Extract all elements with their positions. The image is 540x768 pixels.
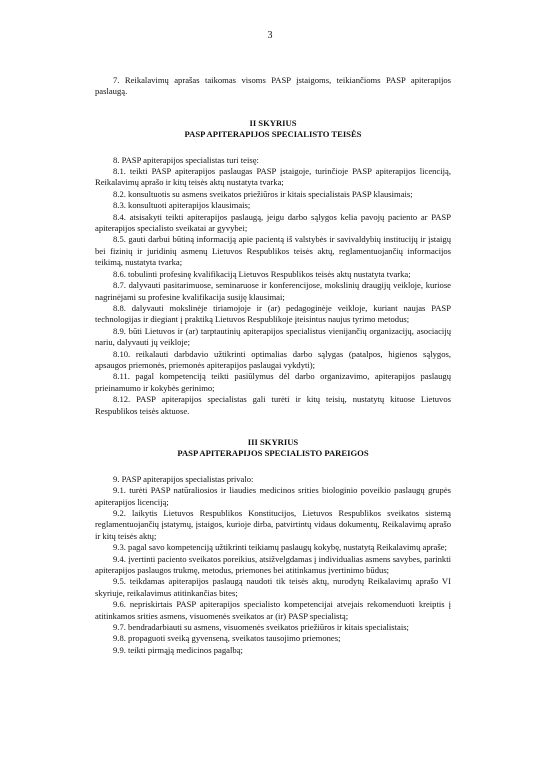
- section-2-intro: 8. PASP apiterapijos specialistas turi teisę:: [113, 154, 259, 165]
- list-item: 9.7. bendradarbiauti su asmens, visuomenės sveikatos priežiūros ir kitais specialistais;: [113, 622, 409, 633]
- list-item: 8.11. pagal kompetenciją teikti pasiūlymus dėl darbo organizavimo, apiterapijos paslaugų prieinamumo ir kokybės gerinimo;: [95, 371, 451, 393]
- list-item: 8.6. tobulinti profesinę kvalifikaciją Lietuvos Respublikos teisės aktų nustatyta tvarka;: [113, 268, 411, 279]
- paragraph-7: 7. Reikalavimų aprašas taikomas visoms PASP įstaigoms, teikiančioms PASP apiterapijos paslaugą.: [95, 75, 451, 97]
- list-item: 8.1. teikti PASP apiterapijos paslaugas PASP įstaigoje, turinčioje PASP apiterapijos licenciją, Reikalavimų aprašo ir kitų teisės aktų nustatyta tvarka;: [95, 166, 451, 188]
- page-number: 3: [267, 30, 273, 41]
- list-item: 8.8. dalyvauti mokslinėje tiriamojoje ir (ar) pedagoginėje veikloje, kuriant naujas PASP technologijas ir diegiant į praktiką Lietuvos Respublikoje įteisintus naujus tyrimo metodus;: [95, 302, 451, 325]
- document-body: [95, 75, 451, 656]
- list-item: 9.2. laikytis Lietuvos Respublikos Konstitucijos, Lietuvos Respublikos sveikatos sistemą reglamentuojančių įstatymų, įstaigos, kurioje dirba, patvirtintų vidaus dokumentų, Reikalavimų aprašo ir kitų teisės aktų;: [95, 508, 451, 541]
- section-2-title: PASP APITERAPIJOS SPECIALISTO TEISĖS: [184, 129, 362, 140]
- list-item: 8.12. PASP apiterapijos specialistas gali turėti ir kitų teisių, nustatytų kituose Lietuvos Respublikos teisės aktuose.: [95, 394, 451, 416]
- list-item: 8.9. būti Lietuvos ir (ar) tarptautinių apiterapijos specialistus vienijančių organizacijų, asociacijų nariu, dalyvauti jų veikloje;: [95, 325, 451, 348]
- section-3-intro: 9. PASP apiterapijos specialistas privalo:: [113, 473, 254, 484]
- list-item: 9.4. įvertinti paciento sveikatos poreikius, atsižvelgdamas į individualias asmens savybes, parinkti apiterapijos paslaugos trukmę, metodus, priemones bei atitinkamus įvertinimo būdus;: [95, 553, 451, 576]
- list-item: 8.5. gauti darbui būtiną informaciją apie pacientą iš valstybės ir savivaldybių institucijų ir įstaigų bei fizinių ir juridinių asmenų Lietuvos Respublikos teisės aktų, reglamentuojančių informacijos teikimą, nustatyta tvarka;: [95, 234, 451, 268]
- list-item: 9.5. teikdamas apiterapijos paslaugą naudoti tik teisės aktų, nurodytų Reikalavimų aprašo VI skyriuje, reikalavimus atitinkančias bites;: [95, 576, 451, 598]
- list-item: 8.2. konsultuotis su asmens sveikatos priežiūros ir kitais specialistais PASP klausimais;: [113, 188, 413, 199]
- section-3-heading: III SKYRIUS: [247, 436, 299, 447]
- spacer: [95, 141, 451, 155]
- list-item: 9.3. pagal savo kompetenciją užtikrinti teikiamų paslaugų kokybę, nustatytą Reikalavimų apraše;: [113, 542, 447, 553]
- list-item: 9.9. teikti pirmąją medicinos pagalbą;: [113, 644, 243, 655]
- list-item: 8.7. dalyvauti pasitarimuose, seminaruose ir konferencijose, mokslinių draugijų veikloje, kuriose nagrinėjami su profesine kvalifikacija susiję klausimai;: [95, 280, 451, 302]
- section-3-title: PASP APITERAPIJOS SPECIALISTO PAREIGOS: [177, 448, 369, 459]
- list-item: 8.10. reikalauti darbdavio užtikrinti optimalias darbo sąlygas (patalpos, higienos sąlygos, apsaugos priemonės, priemonės apiterapijos paslaugai vykdyti);: [95, 348, 451, 370]
- section-2-heading: II SKYRIUS: [249, 117, 297, 128]
- list-item: 8.3. konsultuoti apiterapijos klausimais;: [113, 200, 251, 211]
- spacer: [95, 460, 451, 474]
- list-item: 9.1. turėti PASP natūraliosios ir liaudies medicinos srities biologinio poveikio paslaugų grupės apiterapijos licenciją;: [95, 485, 451, 507]
- list-item: 9.6. nepriskirtais PASP apiterapijos specialisto kompetencijai atvejais rekomenduoti kreiptis į atitinkamos srities asmens, visuomenės sveikatos ar (ir) PASP specialistą;: [95, 599, 451, 621]
- list-item: 8.4. atsisakyti teikti apiterapijos paslaugą, jeigu darbo sąlygos kelia pavojų paciento ar PASP apiterapijos specialisto sveikatai ar gyvybei;: [95, 211, 451, 234]
- list-item: 9.8. propaguoti sveiką gyvenseną, sveikatos tausojimo priemones;: [113, 633, 341, 644]
